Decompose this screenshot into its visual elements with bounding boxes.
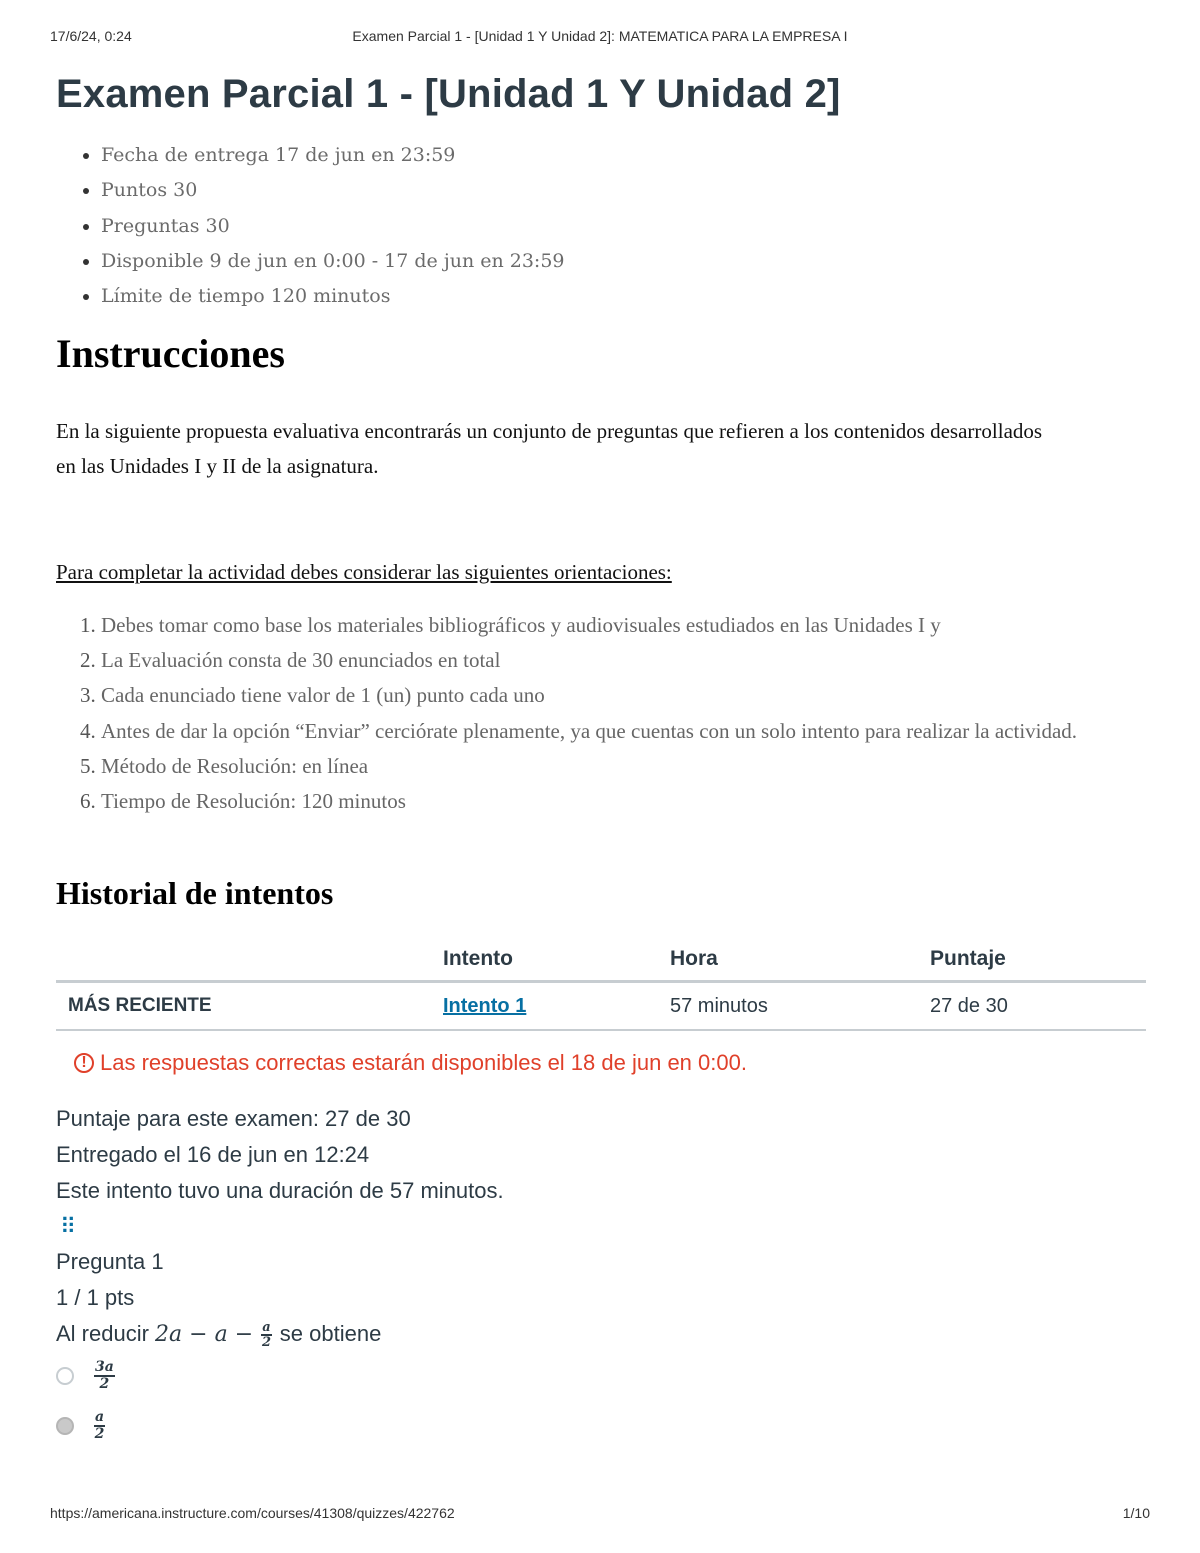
orientations-label: Para completar la actividad debes considerar las siguientes orientaciones: [56, 560, 672, 584]
instructions-intro: En la siguiente propuesta evaluativa encontrarás un conjunto de preguntas que refieren a los contenidos desarrollados en las Unidades I y II de la asignatura. [56, 419, 1043, 478]
instructions-heading: Instrucciones [56, 331, 285, 376]
fraction-denominator: 2 [261, 1335, 271, 1351]
table-row [56, 983, 1146, 1031]
summary-duration: Este intento tuvo una duración de 57 minutos. [56, 1178, 504, 1203]
step-item: 6. Tiempo de Resolución: 120 minutos [101, 784, 1131, 819]
column-header-attempt: Intento [443, 947, 513, 970]
question-1 [56, 1244, 381, 1353]
detail-questions: • Preguntas 30 [101, 209, 1101, 244]
answers-availability-notice [74, 1050, 747, 1076]
print-footer [50, 1505, 1150, 1527]
step-item: 4. Antes de dar la opción “Enviar” cerciórate plenamente, ya que cuentas con un solo intento para realizar la actividad. [101, 714, 1131, 749]
print-header [50, 28, 1150, 50]
attempt-time: 57 minutos [670, 994, 768, 1017]
detail-available: • Disponible 9 de jun en 0:00 - 17 de jun en 23:59 [101, 244, 1101, 279]
fraction-denominator: 2 [99, 1376, 110, 1392]
summary-score: Puntaje para este examen: 27 de 30 [56, 1106, 411, 1131]
notice-text: Las respuestas correctas estarán disponibles el 18 de jun en 0:00. [100, 1050, 747, 1075]
column-header-time: Hora [670, 947, 718, 970]
attempt-history-table [56, 938, 1146, 1031]
answer-option-selected[interactable] [56, 1406, 107, 1446]
answer-fraction [94, 1410, 105, 1442]
fraction-numerator: a [262, 1320, 271, 1336]
step-item: 5. Método de Resolución: en línea [101, 749, 1131, 784]
table-header-row [56, 938, 1146, 983]
fraction-denominator: 2 [94, 1426, 105, 1442]
quiz-title: Examen Parcial 1 - [Unidad 1 Y Unidad 2] [56, 72, 841, 116]
column-header-score: Puntaje [930, 947, 1006, 970]
question-prompt [56, 1316, 381, 1353]
detail-due-date: • Fecha de entrega 17 de jun en 23:59 [101, 138, 1101, 173]
radio-button[interactable] [56, 1367, 74, 1385]
quiz-details [56, 138, 1101, 314]
summary-submitted: Entregado el 16 de jun en 12:24 [56, 1142, 370, 1167]
detail-points: • Puntos 30 [101, 173, 1101, 208]
step-item: 1. Debes tomar como base los materiales bibliográficos y audiovisuales estudiados en las Unidades I y [101, 608, 1131, 643]
question-points: 1 / 1 pts [56, 1285, 135, 1310]
print-doc-title: Examen Parcial 1 - [Unidad 1 Y Unidad 2]: MATEMATICA PARA LA EMPRESA I [352, 28, 848, 44]
page-number: 1/10 [1122, 1505, 1150, 1521]
detail-time-limit: • Límite de tiempo 120 minutos [101, 279, 1101, 314]
print-date: 17/6/24, 0:24 [50, 28, 132, 44]
history-heading: Historial de intentos [56, 875, 334, 911]
attempt-cell [443, 983, 526, 1029]
prompt-suffix: se obtiene [273, 1321, 382, 1346]
instructions-steps [56, 608, 1131, 819]
print-url: https://americana.instructure.com/courses/41308/quizzes/422762 [50, 1505, 455, 1521]
attempt-link[interactable]: Intento 1 [443, 994, 527, 1017]
row-label: MÁS RECIENTE [68, 995, 212, 1016]
question-title: Pregunta 1 [56, 1249, 164, 1274]
radio-button-selected[interactable] [56, 1417, 74, 1435]
fraction-numerator: 3a [95, 1359, 114, 1375]
step-item: 2. La Evaluación consta de 30 enunciados en total [101, 643, 1131, 678]
answer-fraction [94, 1360, 115, 1392]
exclamation-circle-icon: ! [74, 1053, 94, 1073]
answer-option[interactable] [56, 1356, 117, 1396]
prompt-fraction [261, 1321, 271, 1349]
prompt-prefix: Al reducir [56, 1321, 156, 1346]
prompt-math: 2a − a − [155, 1322, 254, 1347]
attempt-summary [56, 1101, 504, 1209]
fraction-numerator: a [95, 1409, 105, 1425]
drag-handle-icon[interactable]: ⠿ [60, 1214, 78, 1239]
attempt-score: 27 de 30 [930, 994, 1008, 1017]
step-item: 3. Cada enunciado tiene valor de 1 (un) punto cada uno [101, 678, 1131, 713]
